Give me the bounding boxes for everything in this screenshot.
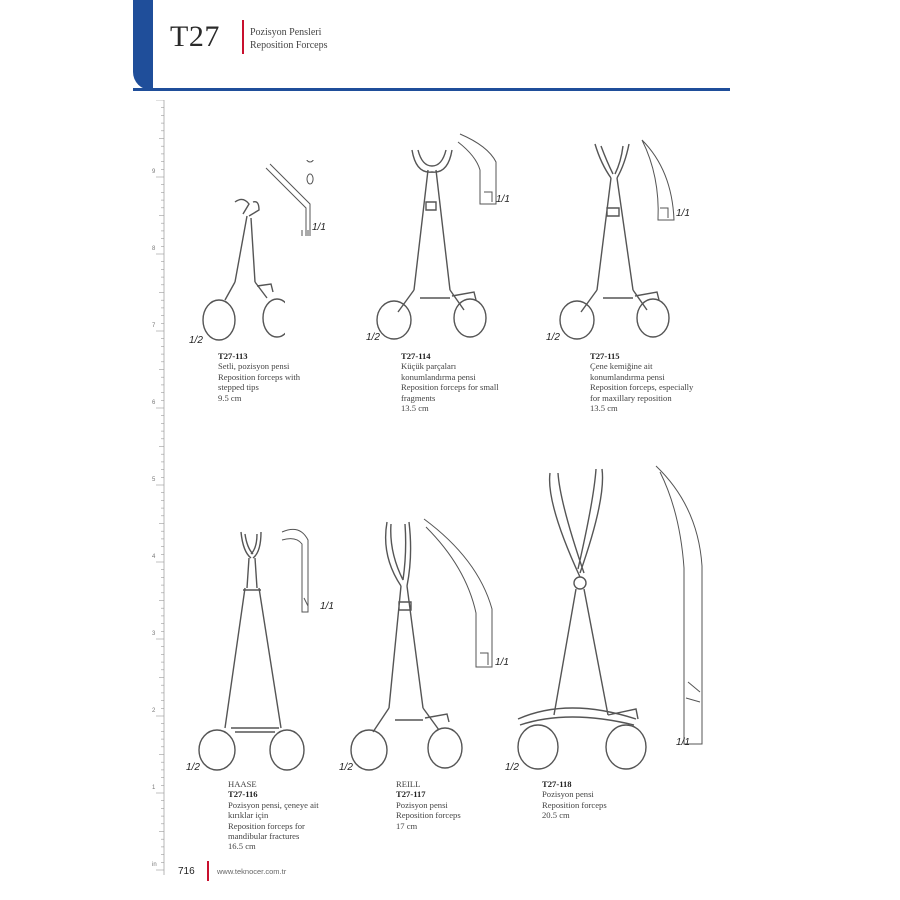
caption-line: Pozisyon pensi: [542, 789, 594, 800]
caption-t27-113: [218, 351, 300, 403]
caption-line: 17 cm: [396, 820, 418, 831]
caption-line: Reposition forceps: [542, 799, 607, 810]
ruler-label: 1: [152, 785, 156, 791]
caption-line: Reposition forceps for small: [401, 382, 499, 393]
scale-main-t27-116: 1/2: [186, 762, 200, 773]
scale-detail-t27-118: 1/1: [676, 737, 690, 748]
caption-t27-117: [396, 779, 461, 831]
measurement-ruler: [142, 100, 166, 875]
ruler-label: 8: [152, 246, 156, 252]
page-number: 716: [178, 866, 195, 877]
ruler-label: in: [152, 862, 157, 868]
section-title-en: Reposition Forceps: [250, 40, 328, 51]
product-name: HAASE: [228, 779, 257, 789]
ruler-label: 4: [152, 554, 156, 560]
caption-line: Reposition forceps with: [218, 371, 301, 382]
tip-detail-t27-113: [258, 160, 338, 240]
forceps-illustration-t27-118: [508, 465, 653, 780]
scale-main-t27-114: 1/2: [366, 332, 380, 343]
header-separator: [242, 20, 244, 54]
caption-line: stepped tips: [218, 382, 259, 393]
caption-line: fragments: [401, 392, 436, 403]
caption-line: 13.5 cm: [401, 403, 429, 414]
scale-main-t27-113: 1/2: [189, 335, 203, 346]
caption-t27-114: [401, 351, 499, 413]
scale-detail-t27-115: 1/1: [676, 208, 690, 219]
tip-detail-t27-115: [638, 138, 678, 223]
ruler-label: 9: [152, 169, 156, 175]
caption-line: Reposition forceps for: [228, 820, 305, 831]
scale-main-t27-117: 1/2: [339, 762, 353, 773]
ruler-label: 6: [152, 400, 156, 406]
ruler-label: 7: [152, 323, 156, 329]
product-name: REILL: [396, 779, 421, 789]
product-code: T27-118: [542, 779, 572, 789]
caption-line: Pozisyon pensi: [396, 799, 448, 810]
scale-main-t27-118: 1/2: [505, 762, 519, 773]
caption-line: Çene kemiğine ait: [590, 361, 653, 372]
caption-line: kırıklar için: [228, 810, 269, 821]
section-code: T27: [170, 20, 220, 53]
product-code: T27-115: [590, 351, 620, 361]
ruler-label: 2: [152, 708, 156, 714]
caption-line: 9.5 cm: [218, 392, 242, 403]
product-code: T27-114: [401, 351, 431, 361]
caption-line: 20.5 cm: [542, 810, 570, 821]
caption-line: Setli, pozisyon pensi: [218, 361, 290, 372]
caption-line: 13.5 cm: [590, 403, 618, 414]
tip-detail-t27-116: [280, 526, 320, 616]
scale-detail-t27-113: 1/1: [312, 222, 326, 233]
product-code: T27-117: [396, 789, 426, 800]
caption-line: konumlandırma pensi: [401, 371, 476, 382]
caption-line: Pozisyon pensi, çeneye ait: [228, 799, 319, 810]
footer-separator: [207, 861, 209, 881]
caption-line: konumlandırma pensi: [590, 371, 665, 382]
tip-detail-t27-118: [650, 462, 710, 747]
header-accent-tab: [133, 0, 153, 90]
scale-detail-t27-116: 1/1: [320, 601, 334, 612]
header-rule: [133, 88, 730, 91]
caption-t27-115: [590, 351, 693, 413]
scale-main-t27-115: 1/2: [546, 332, 560, 343]
caption-line: Reposition forceps, especially: [590, 382, 694, 393]
caption-line: Reposition forceps: [396, 810, 461, 821]
caption-line: for maxillary reposition: [590, 392, 672, 403]
ruler-label: 5: [152, 477, 156, 483]
product-code: T27-113: [218, 351, 248, 361]
section-title-tr: Pozisyon Pensleri: [250, 27, 322, 38]
caption-t27-116: [228, 779, 319, 852]
caption-line: 16.5 cm: [228, 841, 256, 852]
caption-t27-118: [542, 779, 607, 821]
scale-detail-t27-117: 1/1: [495, 657, 509, 668]
caption-line: Küçük parçaları: [401, 361, 457, 372]
scale-detail-t27-114: 1/1: [496, 194, 510, 205]
tip-detail-t27-117: [420, 515, 500, 670]
product-code: T27-116: [228, 789, 258, 800]
caption-line: mandibular fractures: [228, 831, 300, 842]
ruler-label: 3: [152, 631, 156, 637]
footer-website-link[interactable]: www.teknocer.com.tr: [217, 867, 287, 876]
